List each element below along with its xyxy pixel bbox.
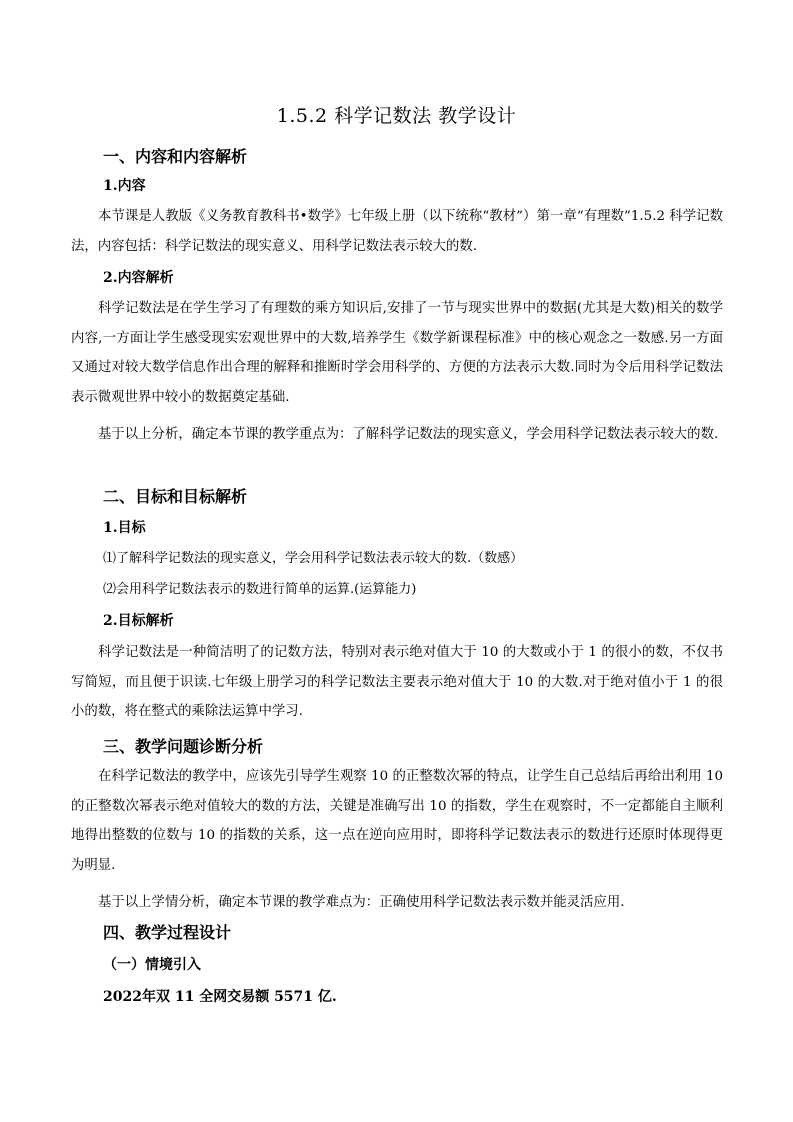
paragraph-problem-diagnosis: 在科学记数法的教学中，应该先引导学生观察 10 的正整数次幂的特点，让学生自己总结后再给出利用 10 的正整数次幂表示绝对值较大的数的方法，关键是准确写出 10 的指数，学生在观察时，不一定都能自主顺利地得出整数的位数与 10 的指数的关系，这一点在逆向应用时，即将科学记数法表示的数进行还原时体现得更为明显.	[71, 769, 723, 873]
paragraph-situation-intro: 2022年双 11 全网交易额 5571 亿.	[103, 989, 337, 1005]
section-heading-teaching-process: 四、教学过程设计	[103, 923, 232, 942]
paragraph-teaching-focus: 基于以上分析，确定本节课的教学重点为：了解科学记数法的现实意义，学会用科学记数法表示较大的数.	[98, 427, 719, 442]
section-heading-problem-diagnosis: 三、教学问题诊断分析	[103, 737, 264, 756]
paragraph-teaching-difficulty: 基于以上学情分析，确定本节课的教学难点为：正确使用科学记数法表示数并能灵活应用.	[98, 895, 625, 910]
paragraph-content: 本节课是人教版《义务教育教科书•数学》七年级上册（以下统称“教材”）第一章“有理数”1.5.2 科学记数法，内容包括：科学记数法的现实意义、用科学记数法表示较大的数.	[71, 209, 723, 254]
section-heading-content-analysis: 一、内容和内容解析	[103, 147, 248, 166]
subheading-situation-intro: （一）情境引入	[103, 957, 201, 973]
document-title: 1.5.2 科学记数法 教学设计	[276, 105, 517, 127]
section-heading-goals: 二、目标和目标解析	[103, 487, 248, 506]
subheading-content: 1.内容	[103, 178, 146, 194]
subheading-goal-analysis: 2.目标解析	[103, 613, 174, 629]
goal-item-1: ⑴了解科学记数法的现实意义，学会用科学记数法表示较大的数.（数感）	[103, 551, 524, 566]
subheading-goals: 1.目标	[103, 520, 146, 536]
goal-item-2: ⑵会用科学记数法表示的数进行简单的运算.(运算能力)	[103, 582, 417, 597]
paragraph-goal-analysis: 科学记数法是一种简洁明了的记数方法，特别对表示绝对值大于 10 的大数或小于 1 的很小的数，不仅书写简短，而且便于识读.七年级上册学习的科学记数法主要表示绝对值大于 10 的大数.对于绝对值小于 1 的很小的数，将在整式的乘除法运算中学习.	[71, 645, 723, 720]
paragraph-content-analysis: 科学记数法是在学生学习了有理数的乘方知识后,安排了一节与现实世界中的数据(尤其是大数)相关的数学内容,一方面让学生感受现实宏观世界中的大数,培养学生《数学新课程标准》中的核心观念之一数感.另一方面又通过对较大数学信息作出合理的解释和推断时学会用科学的、方便的方法表示大数.同时为令后用科学记数法表示微观世界中较小的数据奠定基础.	[71, 301, 723, 405]
subheading-content-analysis: 2.内容解析	[103, 270, 174, 286]
